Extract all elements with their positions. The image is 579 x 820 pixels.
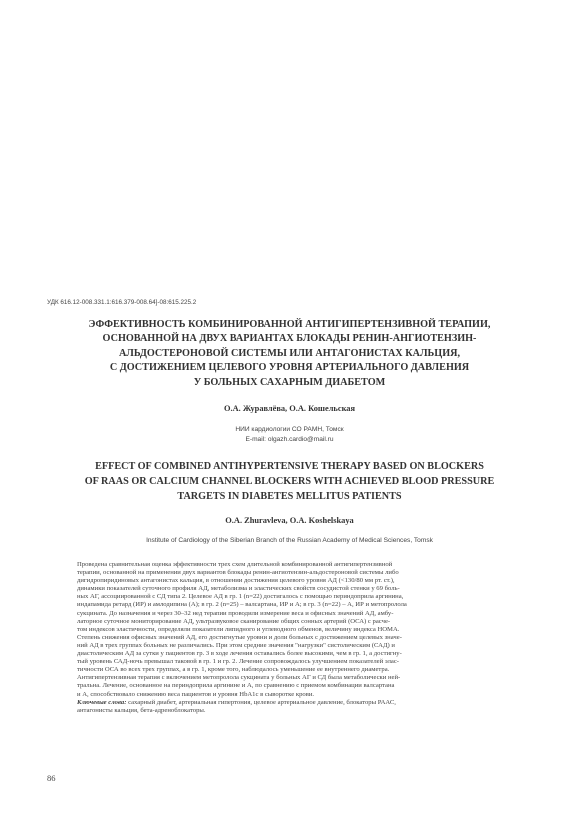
abstract xyxy=(77,561,501,715)
abstract-line: индапамида ретард (ИР) и амлодипина (А); в гр. 2 (n=25) – валсартана, ИР и А; в гр. 3 (n=22) – А, ИР и метопролола xyxy=(77,601,407,609)
abstract-line: ний АД в трех группах больных не различались. При этом средние значения "нагрузки" систолическим (САД) и xyxy=(77,641,395,649)
abstract-line: дигидропиридиновых антагонистах кальция, в отношении достижения целевого уровня АД (<130/80 мм рт. ст.), xyxy=(77,577,395,585)
keywords-label: Ключевые слова: xyxy=(77,698,127,706)
title-ru-line: ЭФФЕКТИВНОСТЬ КОМБИНИРОВАННОЙ АНТИГИПЕРТЕНЗИВНОЙ ТЕРАПИИ, xyxy=(88,319,491,330)
institution-english: Institute of Cardiology of the Siberian Branch of the Russian Academy of Medical Sciences, Tomsk xyxy=(146,537,433,544)
title-english xyxy=(40,459,539,505)
title-ru-line: ОСНОВАННОЙ НА ДВУХ ВАРИАНТАХ БЛОКАДЫ РЕНИН-АНГИОТЕНЗИН- xyxy=(102,333,477,345)
keywords-text: сахарный диабет, артериальная гипертония, целевое артериальное давление, блокаторы РААС, xyxy=(126,698,396,706)
authors-english: O.A. Zhuravleva, O.A. Koshelskaya xyxy=(225,516,354,525)
abstract-line: тральна. Лечение, основанное на периндоприла аргинине и А, по сравнению с приемом комбинации валсартана xyxy=(77,682,395,690)
keywords-line xyxy=(77,699,501,707)
abstract-line: сукцината. До назначения и через 30–32 нед терапии проводили измерение веса и офисных значений АД, амбу- xyxy=(77,609,394,617)
authors-russian: О.А. Журавлёва, О.А. Кошельская xyxy=(224,404,355,413)
abstract-line: Проведена сравнительная оценка эффективности трех схем длительной комбинированной антигипертензивной xyxy=(77,561,393,568)
keywords-line: антагонисты кальция, бета-адреноблокаторы. xyxy=(77,706,206,714)
udc-code: УДК 616.12-008.331.1:616.379-008.64]-08:615.225.2 xyxy=(47,299,197,306)
abstract-line: динамики показателей суточного профиля АД, метаболизма и эластических свойств сосудистой стенки у 69 боль- xyxy=(77,585,400,593)
abstract-line: Антигипертензивная терапия с включением метопролола сукцината у больных АГ и СД была метаболически ней- xyxy=(77,674,401,682)
abstract-line: диастолическим АД за сутки у пациентов гр. 3 в ходе лечения оставались более высокими, чем в гр. 1, а достигну- xyxy=(77,650,402,658)
title-ru-line: АЛЬДОСТЕРОНОВОЙ СИСТЕМЫ ИЛИ АНТАГОНИСТАХ КАЛЬЦИЯ, xyxy=(118,347,461,359)
title-ru-line: С ДОСТИЖЕНИЕМ ЦЕЛЕВОГО УРОВНЯ АРТЕРИАЛЬНОГО ДАВЛЕНИЯ xyxy=(109,362,470,374)
affiliation-russian xyxy=(0,425,579,445)
abstract-line: том индексов эластичности, определяли показатели липидного и углеводного обменов, величину индекса HOMA. xyxy=(77,625,400,633)
abstract-line: тый уровень САД-ночь превышал таковой в гр. 1 и гр. 2. Лечение сопровождалось улучшением показателей элас- xyxy=(77,658,399,666)
abstract-line: тичности ОСА во всех трех группах, а в гр. 1, кроме того, наблюдалось уменьшение ее внутреннего диаметра. xyxy=(77,666,390,674)
abstract-line: терапии, основанной на применении двух вариантов блокады ренин-ангиотензин-альдостероновой системы либо xyxy=(77,569,399,577)
abstract-line: Степень снижения офисных значений АД, его достигнутые уровни и доли больных с достижением целевых значе- xyxy=(77,633,402,641)
email: E-mail: olgazh.cardio@mail.ru xyxy=(245,436,334,443)
abstract-line: ных АГ, ассоциированной с СД типа 2. Целевое АД в гр. 1 (n=22) достигалось с помощью периндоприла аргинина, xyxy=(77,593,404,601)
title-ru-line: У БОЛЬНЫХ САХАРНЫМ ДИАБЕТОМ xyxy=(193,376,386,388)
title-en-line: EFFECT OF COMBINED ANTIHYPERTENSIVE THERAPY BASED ON BLOCKERS xyxy=(95,461,484,472)
abstract-line: латорное суточное мониторирование АД, ультразвуковое сканирование общих сонных артерий (ОСА) с расче- xyxy=(77,617,391,625)
title-en-line: OF RAAS OR CALCIUM CHANNEL BLOCKERS WITH ACHIEVED BLOOD PRESSURE xyxy=(84,476,495,488)
page-number: 86 xyxy=(47,773,56,783)
title-en-line: TARGETS IN DIABETES MELLITUS PATIENTS xyxy=(177,491,402,503)
title-russian xyxy=(40,318,539,390)
institution-ru: НИИ кардиологии СО РАМН, Томск xyxy=(235,426,344,433)
abstract-line: и А, способствовало снижению веса пациентов и уровня HbA1c в сыворотке крови. xyxy=(77,690,315,698)
